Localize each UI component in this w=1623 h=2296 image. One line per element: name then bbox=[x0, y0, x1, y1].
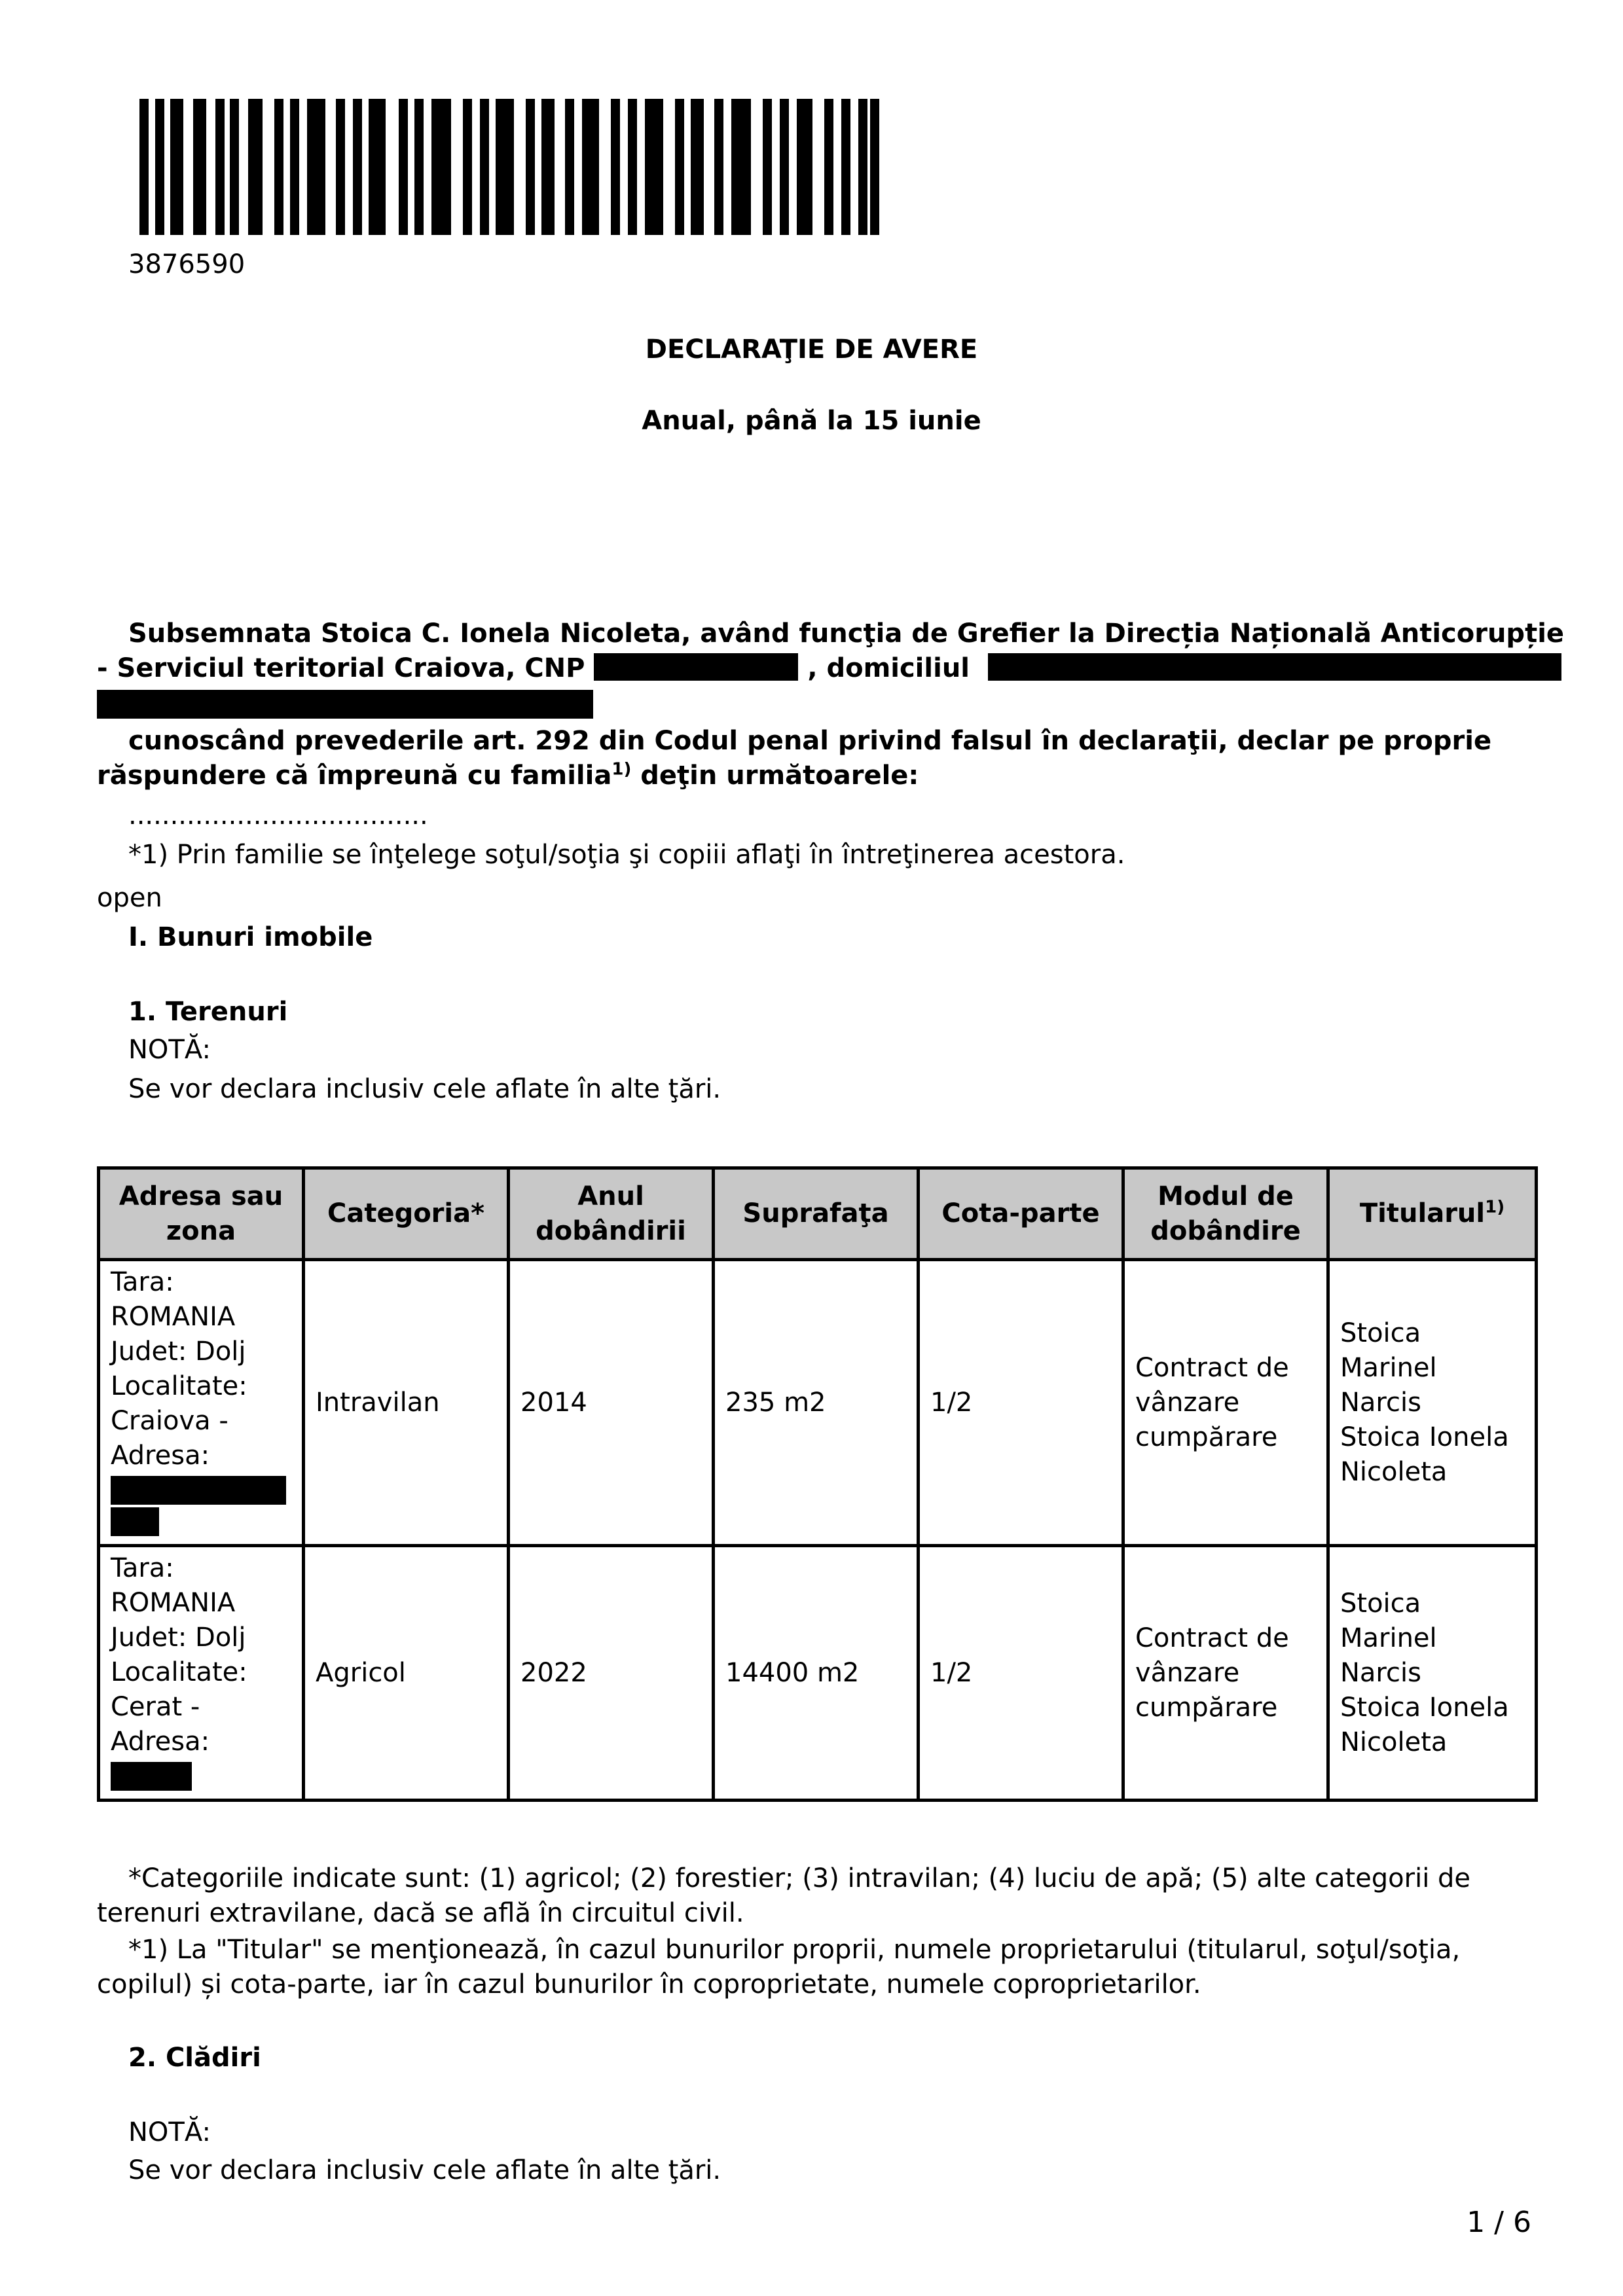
address-line: ROMANIA bbox=[111, 1588, 236, 1618]
intro-cnp-label: - Serviciul teritorial Craiova, CNP bbox=[97, 653, 585, 683]
barcode-bar bbox=[431, 99, 451, 235]
barcode-bar bbox=[824, 99, 833, 235]
owner-line: Narcis bbox=[1340, 1657, 1421, 1688]
barcode-bar bbox=[797, 99, 812, 235]
barcode-bar bbox=[763, 99, 772, 235]
titular-footnote-line-1: *1) La "Titular" se menţionează, în cazul bunurilor proprii, numele proprietarului (titularul, soţul/soţia, bbox=[128, 1935, 1461, 1965]
owner-line: Nicoleta bbox=[1340, 1456, 1448, 1487]
mode-line: cumpărare bbox=[1135, 1422, 1278, 1452]
land-table-header-row bbox=[99, 1168, 1537, 1260]
col-header-anul: Anul dobândirii bbox=[509, 1168, 714, 1260]
barcode-bar bbox=[582, 99, 599, 235]
address-line: Localitate: bbox=[111, 1371, 247, 1401]
open-label: open bbox=[97, 883, 162, 913]
declare-line-2-end: deţin următoarele: bbox=[631, 761, 919, 791]
page-number: 1 / 6 bbox=[1467, 2206, 1531, 2239]
address-line: Tara: bbox=[111, 1267, 174, 1297]
barcode-bar bbox=[858, 99, 867, 235]
declare-line-1: cunoscând prevederile art. 292 din Codul penal privind falsul în declaraţii, declar pe proprie bbox=[128, 726, 1492, 756]
redacted-land-address bbox=[111, 1762, 192, 1791]
col-header-cota-parte: Cota-parte bbox=[919, 1168, 1123, 1260]
cell-cota-parte: 1/2 bbox=[919, 1260, 1123, 1546]
barcode-bar bbox=[691, 99, 704, 235]
redacted-cnp bbox=[594, 653, 798, 681]
redacted-land-address bbox=[111, 1476, 286, 1505]
subsection-terenuri-heading: 1. Terenuri bbox=[128, 997, 288, 1027]
address-line: Cerat - bbox=[111, 1692, 200, 1722]
col-header-categoria: Categoria* bbox=[304, 1168, 509, 1260]
owner-line: Stoica bbox=[1340, 1588, 1421, 1619]
mode-line: Contract de bbox=[1135, 1352, 1289, 1383]
owner-line: Stoica Ionela bbox=[1340, 1692, 1509, 1723]
barcode-bar bbox=[290, 99, 299, 235]
owner-line: Nicoleta bbox=[1340, 1727, 1448, 1757]
barcode-bar bbox=[628, 99, 637, 235]
owner-line: Marinel bbox=[1340, 1623, 1437, 1653]
barcode-bar bbox=[155, 99, 164, 235]
barcode-bar bbox=[611, 99, 620, 235]
barcode-bar bbox=[215, 99, 225, 235]
barcode bbox=[139, 99, 879, 235]
titular-footnote-line-2: copilul) și cota-parte, iar în cazul bunurilor în coproprietate, numele coproprietarilor. bbox=[97, 1969, 1201, 2000]
cell-suprafata: 14400 m2 bbox=[714, 1546, 919, 1801]
barcode-bar bbox=[248, 99, 263, 235]
table-row bbox=[99, 1260, 1537, 1546]
owner-line: Stoica bbox=[1340, 1318, 1421, 1348]
cell-cota-parte: 1/2 bbox=[919, 1546, 1123, 1801]
address-line: Craiova - bbox=[111, 1406, 228, 1436]
address-line: Tara: bbox=[111, 1553, 174, 1583]
cell-modul bbox=[1123, 1546, 1328, 1801]
owner-line: Marinel bbox=[1340, 1352, 1437, 1383]
owner-line: Stoica Ionela bbox=[1340, 1422, 1509, 1452]
barcode-bar bbox=[414, 99, 424, 235]
redacted-land-address bbox=[111, 1507, 159, 1536]
barcode-bar bbox=[480, 99, 489, 235]
address-line: Judet: Dolj bbox=[111, 1336, 246, 1367]
barcode-bar bbox=[541, 99, 555, 235]
address-line: Localitate: bbox=[111, 1657, 247, 1687]
barcode-bar bbox=[307, 99, 325, 235]
cell-anul: 2014 bbox=[509, 1260, 714, 1546]
intro-line-2 bbox=[97, 651, 1561, 686]
categories-footnote-line-2: terenuri extravilane, dacă se află în circuitul civil. bbox=[97, 1898, 744, 1928]
col-header-titularul bbox=[1328, 1168, 1537, 1260]
barcode-bar bbox=[463, 99, 472, 235]
nota-text: Se vor declara inclusiv cele aflate în alte ţări. bbox=[128, 1074, 721, 1104]
redacted-address-continued bbox=[97, 690, 593, 719]
titular-footnote-ref: 1) bbox=[1485, 1197, 1505, 1217]
barcode-bar bbox=[780, 99, 789, 235]
barcode-bar bbox=[230, 99, 239, 235]
mode-line: vânzare bbox=[1135, 1657, 1240, 1688]
barcode-bar bbox=[675, 99, 684, 235]
address-line: ROMANIA bbox=[111, 1302, 236, 1332]
barcode-bar bbox=[714, 99, 723, 235]
cell-modul bbox=[1123, 1260, 1328, 1546]
document-title: DECLARAŢIE DE AVERE bbox=[645, 334, 978, 365]
cell-titularul bbox=[1328, 1546, 1537, 1801]
address-line: Judet: Dolj bbox=[111, 1623, 246, 1653]
intro-line-1: Subsemnata Stoica C. Ionela Nicoleta, având funcţia de Grefier la Direcția Națională Anticorupție bbox=[128, 619, 1565, 649]
barcode-bar bbox=[526, 99, 535, 235]
barcode-bar bbox=[645, 99, 663, 235]
cell-categoria: Intravilan bbox=[304, 1260, 509, 1546]
address-line: Adresa: bbox=[111, 1727, 210, 1757]
barcode-bar bbox=[274, 99, 283, 235]
categories-footnote-line-1: *Categoriile indicate sunt: (1) agricol; (2) forestier; (3) intravilan; (4) luciu de apă; (5) alte categorii de bbox=[128, 1863, 1471, 1893]
family-note: *1) Prin familie se înţelege soţul/soţia şi copiii aflaţi în întreţinerea acestora. bbox=[128, 840, 1125, 870]
barcode-bar bbox=[496, 99, 514, 235]
mode-line: vânzare bbox=[1135, 1387, 1240, 1418]
intro-domiciliu-label: , domiciliul bbox=[807, 653, 970, 683]
barcode-bar bbox=[139, 99, 149, 235]
owner-line: Narcis bbox=[1340, 1387, 1421, 1418]
barcode-bar bbox=[170, 99, 183, 235]
nota-label-2: NOTĂ: bbox=[128, 2117, 211, 2147]
cell-suprafata: 235 m2 bbox=[714, 1260, 919, 1546]
declare-line-2-text: răspundere că împreună cu familia bbox=[97, 761, 612, 791]
table-row bbox=[99, 1546, 1537, 1801]
cell-adresa bbox=[99, 1260, 304, 1546]
barcode-number: 3876590 bbox=[128, 249, 246, 279]
redacted-address bbox=[988, 653, 1561, 681]
barcode-bar bbox=[731, 99, 751, 235]
barcode-bar bbox=[336, 99, 345, 235]
dotted-line: .................................... bbox=[128, 800, 428, 831]
barcode-bar bbox=[565, 99, 574, 235]
col-header-modul: Modul de dobândire bbox=[1123, 1168, 1328, 1260]
barcode-bar bbox=[353, 99, 362, 235]
cell-categoria: Agricol bbox=[304, 1546, 509, 1801]
subsection-cladiri-heading: 2. Clădiri bbox=[128, 2043, 261, 2073]
col-header-adresa: Adresa sau zona bbox=[99, 1168, 304, 1260]
barcode-bar bbox=[399, 99, 408, 235]
barcode-bar bbox=[870, 99, 879, 235]
section-1-heading: I. Bunuri imobile bbox=[128, 922, 373, 952]
barcode-bar bbox=[841, 99, 850, 235]
col-header-suprafata: Suprafaţa bbox=[714, 1168, 919, 1260]
mode-line: cumpărare bbox=[1135, 1692, 1278, 1723]
nota-text-2: Se vor declara inclusiv cele aflate în alte ţări. bbox=[128, 2155, 721, 2185]
address-line: Adresa: bbox=[111, 1441, 210, 1471]
family-footnote-ref: 1) bbox=[611, 759, 632, 780]
barcode-bar bbox=[369, 99, 386, 235]
cell-titularul bbox=[1328, 1260, 1537, 1546]
titularul-label: Titularul bbox=[1359, 1198, 1486, 1229]
cell-anul: 2022 bbox=[509, 1546, 714, 1801]
mode-line: Contract de bbox=[1135, 1623, 1289, 1653]
barcode-bar bbox=[193, 99, 206, 235]
document-subtitle: Anual, până la 15 iunie bbox=[642, 406, 981, 436]
declare-line-2 bbox=[97, 759, 919, 793]
cell-adresa bbox=[99, 1546, 304, 1801]
nota-label: NOTĂ: bbox=[128, 1035, 211, 1065]
land-table bbox=[97, 1166, 1538, 1802]
